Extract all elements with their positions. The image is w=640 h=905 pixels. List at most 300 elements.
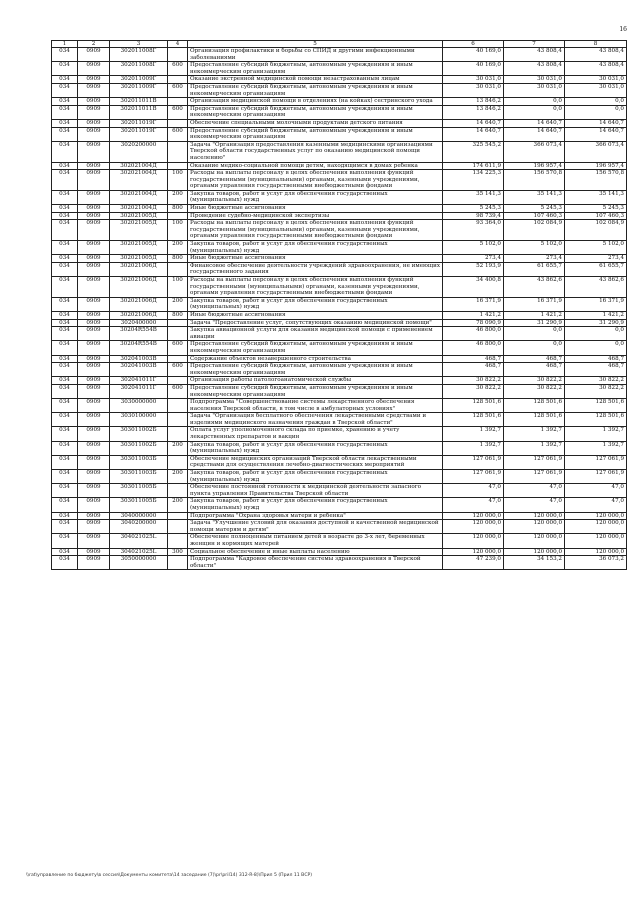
cell-year2: 16 371,9 — [504, 297, 565, 311]
cell-vr: 600 — [168, 363, 188, 377]
cell-rz: 0909 — [78, 76, 110, 84]
cell-csr: 303011003Б — [110, 455, 168, 469]
cell-year2: 30 031,0 — [504, 83, 565, 97]
cell-year2: 0,0 — [504, 327, 565, 341]
cell-rz: 0909 — [78, 399, 110, 413]
cell-year1: 1 421,2 — [443, 311, 504, 319]
cell-name: Подпрограмма "Совершенствование системы лекарственного обеспечения населения Тверской области, в том числе в амбулаторных условиях" — [188, 399, 443, 413]
cell-year1: 273,4 — [443, 255, 504, 263]
cell-year3: 1 421,2 — [565, 311, 627, 319]
table-row — [52, 62, 627, 76]
table-row — [52, 205, 627, 213]
table-row — [52, 377, 627, 385]
cell-year2: 43 808,4 — [504, 48, 565, 62]
cell-csr: 302021005Д — [110, 241, 168, 255]
table-row — [52, 341, 627, 355]
cell-ved: 034 — [52, 548, 78, 556]
cell-ved: 034 — [52, 455, 78, 469]
cell-vr — [168, 534, 188, 548]
cell-year2: 1 392,7 — [504, 427, 565, 441]
cell-ved: 034 — [52, 327, 78, 341]
cell-vr: 600 — [168, 341, 188, 355]
cell-ved: 034 — [52, 384, 78, 398]
cell-csr: 302021004Д — [110, 170, 168, 191]
cell-name: Предоставление субсидий бюджетным, автономным учреждениям и иным некоммерческим организациям — [188, 105, 443, 119]
cell-rz: 0909 — [78, 534, 110, 548]
cell-vr: 800 — [168, 205, 188, 213]
cell-vr — [168, 427, 188, 441]
cell-year3: 35 141,3 — [565, 190, 627, 204]
cell-year1: 47,0 — [443, 484, 504, 498]
cell-name: Оказание медико-социальной помощи детям, находящимся в домах ребенка — [188, 162, 443, 170]
cell-vr: 600 — [168, 62, 188, 76]
cell-vr — [168, 327, 188, 341]
cell-year1: 120 000,0 — [443, 520, 504, 534]
cell-ved: 034 — [52, 534, 78, 548]
cell-year1: 1 392,7 — [443, 441, 504, 455]
cell-year1: 93 364,0 — [443, 220, 504, 241]
cell-year2: 5 245,3 — [504, 205, 565, 213]
cell-vr: 200 — [168, 470, 188, 484]
cell-year3: 43 808,4 — [565, 62, 627, 76]
cell-rz: 0909 — [78, 455, 110, 469]
cell-year2: 34 153,2 — [504, 556, 565, 570]
cell-rz: 0909 — [78, 319, 110, 327]
cell-vr: 800 — [168, 255, 188, 263]
table-row — [52, 212, 627, 220]
cell-year2: 120 000,0 — [504, 520, 565, 534]
table-row — [52, 220, 627, 241]
cell-year1: 40 169,0 — [443, 48, 504, 62]
cell-ved: 034 — [52, 470, 78, 484]
table-row — [52, 355, 627, 363]
cell-csr: 302011011В — [110, 98, 168, 106]
cell-rz: 0909 — [78, 212, 110, 220]
cell-ved: 034 — [52, 127, 78, 141]
cell-year1: 34 400,8 — [443, 277, 504, 298]
cell-csr: 302011019Г — [110, 127, 168, 141]
cell-rz: 0909 — [78, 262, 110, 276]
cell-year3: 43 808,4 — [565, 48, 627, 62]
cell-name: Предоставление субсидий бюджетным, автономным учреждениям и иным некоммерческим организациям — [188, 341, 443, 355]
cell-csr: 302011008Г — [110, 48, 168, 62]
cell-name: Расходы на выплаты персоналу в целях обеспечения выполнения функций государственными (муниципальными) органами, казенными учреждениями, органами управления государственными внебюджетными фондами — [188, 220, 443, 241]
cell-year1: 14 640,7 — [443, 119, 504, 127]
cell-year2: 196 957,4 — [504, 162, 565, 170]
cell-year3: 30 822,2 — [565, 384, 627, 398]
cell-year2: 0,0 — [504, 105, 565, 119]
table-row — [52, 241, 627, 255]
cell-rz: 0909 — [78, 548, 110, 556]
cell-rz: 0909 — [78, 62, 110, 76]
cell-rz: 0909 — [78, 556, 110, 570]
cell-year3: 43 862,6 — [565, 277, 627, 298]
cell-year3: 120 000,0 — [565, 548, 627, 556]
cell-year2: 47,0 — [504, 498, 565, 512]
cell-rz: 0909 — [78, 327, 110, 341]
cell-rz: 0909 — [78, 413, 110, 427]
cell-year2: 30 031,0 — [504, 76, 565, 84]
cell-csr: 302021006Д — [110, 277, 168, 298]
cell-ved: 034 — [52, 119, 78, 127]
cell-name: Задача "Организация бесплатного обеспечения лекарственными средствами и изделиями медицинского назначения граждан в Тверской области" — [188, 413, 443, 427]
cell-name: Проведение судебно-медицинской экспертизы — [188, 212, 443, 220]
cell-rz: 0909 — [78, 520, 110, 534]
cell-year1: 30 031,0 — [443, 76, 504, 84]
cell-rz: 0909 — [78, 255, 110, 263]
cell-ved: 034 — [52, 363, 78, 377]
cell-vr: 200 — [168, 241, 188, 255]
cell-vr: 200 — [168, 190, 188, 204]
cell-vr: 800 — [168, 311, 188, 319]
cell-ved: 034 — [52, 556, 78, 570]
cell-year2: 43 808,4 — [504, 62, 565, 76]
table-row — [52, 384, 627, 398]
cell-name: Предоставление субсидий бюджетным, автономным учреждениям и иным некоммерческим организациям — [188, 127, 443, 141]
cell-year2: 61 655,7 — [504, 262, 565, 276]
cell-year2: 43 862,6 — [504, 277, 565, 298]
cell-name: Обеспечение постоянной готовности к медицинской деятельности запасного пункта управления Правительства Тверской области — [188, 484, 443, 498]
cell-year2: 1 421,2 — [504, 311, 565, 319]
table-row — [52, 48, 627, 62]
cell-csr: 302041003В — [110, 363, 168, 377]
cell-year2: 1 392,7 — [504, 441, 565, 455]
cell-ved: 034 — [52, 441, 78, 455]
table-row — [52, 413, 627, 427]
table-row — [52, 498, 627, 512]
table-row — [52, 319, 627, 327]
cell-year3: 156 570,8 — [565, 170, 627, 191]
cell-year3: 30 031,0 — [565, 83, 627, 97]
cell-rz: 0909 — [78, 277, 110, 298]
cell-vr — [168, 377, 188, 385]
cell-csr: 3050000000 — [110, 556, 168, 570]
cell-vr — [168, 262, 188, 276]
cell-vr: 600 — [168, 127, 188, 141]
cell-ved: 034 — [52, 319, 78, 327]
cell-year2: 30 822,2 — [504, 384, 565, 398]
cell-name: Задача "Улучшение условий для оказания доступной и качественной медицинской помощи матерям и детям" — [188, 520, 443, 534]
cell-ved: 034 — [52, 311, 78, 319]
cell-rz: 0909 — [78, 98, 110, 106]
cell-year1: 468,7 — [443, 363, 504, 377]
cell-year2: 47,0 — [504, 484, 565, 498]
cell-name: Оказание экстренной медицинской помощи незастрахованным лицам — [188, 76, 443, 84]
cell-ved: 034 — [52, 241, 78, 255]
cell-year3: 5 245,3 — [565, 205, 627, 213]
cell-year1: 30 822,2 — [443, 377, 504, 385]
table-row — [52, 363, 627, 377]
table-row — [52, 520, 627, 534]
cell-csr: 304021025L — [110, 548, 168, 556]
cell-csr: 302021005Д — [110, 255, 168, 263]
cell-rz: 0909 — [78, 119, 110, 127]
cell-name: Закупка авиационной услуги для оказания медицинской помощи с применением авиации — [188, 327, 443, 341]
cell-year3: 31 290,9 — [565, 319, 627, 327]
cell-csr: 302021005Д — [110, 220, 168, 241]
cell-csr: 302041003В — [110, 355, 168, 363]
cell-year2: 128 501,6 — [504, 413, 565, 427]
cell-year3: 47,0 — [565, 498, 627, 512]
cell-vr: 200 — [168, 441, 188, 455]
cell-rz: 0909 — [78, 498, 110, 512]
cell-name: Организация медицинской помощи в отделениях (на койках) сестринского ухода — [188, 98, 443, 106]
cell-name: Расходы на выплаты персоналу в целях обеспечения выполнения функций государственными (муниципальными) органами, казенными учреждениями, органами управления государственными внебюджетными фондами — [188, 277, 443, 298]
cell-year2: 0,0 — [504, 98, 565, 106]
cell-rz: 0909 — [78, 141, 110, 162]
header-col-3: 3 — [110, 41, 168, 48]
cell-rz: 0909 — [78, 162, 110, 170]
cell-year1: 13 846,2 — [443, 98, 504, 106]
cell-name: Закупка товаров, работ и услуг для обеспечения государственных (муниципальных) нужд — [188, 498, 443, 512]
cell-csr: 303011002Б — [110, 441, 168, 455]
cell-year3: 1 392,7 — [565, 441, 627, 455]
cell-ved: 034 — [52, 520, 78, 534]
cell-csr: 302011008Г — [110, 62, 168, 76]
cell-year1: 40 169,0 — [443, 62, 504, 76]
cell-name: Оплата услуг уполномоченного склада по приемке, хранению и учету лекарственных препаратов и вакцин — [188, 427, 443, 441]
cell-ved: 034 — [52, 105, 78, 119]
cell-vr: 100 — [168, 277, 188, 298]
cell-year1: 128 501,6 — [443, 399, 504, 413]
cell-year2: 156 570,8 — [504, 170, 565, 191]
header-col-6: 6 — [443, 41, 504, 48]
cell-csr: 302021006Д — [110, 297, 168, 311]
cell-year2: 120 000,0 — [504, 512, 565, 520]
table-row — [52, 399, 627, 413]
cell-vr — [168, 512, 188, 520]
cell-name: Закупка товаров, работ и услуг для обеспечения государственных (муниципальных) нужд — [188, 470, 443, 484]
cell-year2: 14 640,7 — [504, 119, 565, 127]
cell-ved: 034 — [52, 399, 78, 413]
cell-ved: 034 — [52, 512, 78, 520]
cell-year3: 196 957,4 — [565, 162, 627, 170]
table-row — [52, 127, 627, 141]
cell-name: Иные бюджетные ассигнования — [188, 205, 443, 213]
cell-ved: 034 — [52, 277, 78, 298]
cell-year3: 61 655,7 — [565, 262, 627, 276]
cell-year3: 14 640,7 — [565, 119, 627, 127]
table-row — [52, 277, 627, 298]
cell-year3: 107 460,3 — [565, 212, 627, 220]
table-row — [52, 262, 627, 276]
cell-year3: 120 000,0 — [565, 534, 627, 548]
cell-csr: 304021025L — [110, 534, 168, 548]
cell-year1: 78 090,9 — [443, 319, 504, 327]
header-col-1: 1 — [52, 41, 78, 48]
cell-name: Обеспечение полноценным питанием детей в возрасте до 3-х лет, беременных женщин и кормящих матерей — [188, 534, 443, 548]
cell-name: Задача "Предоставление услуг, сопутствующих оказанию медицинской помощи" — [188, 319, 443, 327]
table-row — [52, 455, 627, 469]
cell-year2: 107 460,3 — [504, 212, 565, 220]
cell-year3: 127 061,9 — [565, 455, 627, 469]
cell-csr: 302041011Г — [110, 377, 168, 385]
cell-vr: 600 — [168, 83, 188, 97]
cell-name: Обеспечение специальными молочными продуктами детского питания — [188, 119, 443, 127]
cell-rz: 0909 — [78, 363, 110, 377]
cell-rz: 0909 — [78, 170, 110, 191]
cell-csr: 302021006Д — [110, 262, 168, 276]
cell-name: Подпрограмма "Охрана здоровья матери и ребенка" — [188, 512, 443, 520]
cell-ved: 034 — [52, 498, 78, 512]
cell-year1: 13 846,2 — [443, 105, 504, 119]
cell-year1: 98 739,4 — [443, 212, 504, 220]
cell-year3: 5 102,0 — [565, 241, 627, 255]
table-row — [52, 512, 627, 520]
table-row — [52, 76, 627, 84]
cell-year1: 5 245,3 — [443, 205, 504, 213]
cell-csr: 302011009Г — [110, 83, 168, 97]
cell-year1: 468,7 — [443, 355, 504, 363]
table-body — [52, 41, 627, 570]
cell-year1: 52 193,9 — [443, 262, 504, 276]
cell-year2: 35 141,3 — [504, 190, 565, 204]
cell-name: Организация профилактики и борьбы со СПИД и другими инфекционными заболеваниями — [188, 48, 443, 62]
cell-year1: 120 000,0 — [443, 534, 504, 548]
cell-year3: 36 073,2 — [565, 556, 627, 570]
cell-name: Обеспечение медицинских организаций Тверской области лекарственными средствами для осуществления лечебно-диагностических мероприятий — [188, 455, 443, 469]
cell-vr — [168, 119, 188, 127]
cell-name: Иные бюджетные ассигнования — [188, 311, 443, 319]
cell-year3: 30 822,2 — [565, 377, 627, 385]
footer-file-path: \\rat\управление по бюджету\в сессия\Документы комитета\14 заседание (7)\pr\pril14) 312-R-8)\Прил 5 (Прил 11 ВСР) — [26, 873, 313, 878]
cell-year2: 0,0 — [504, 341, 565, 355]
cell-year1: 47,0 — [443, 498, 504, 512]
cell-name: Подпрограмма "Кадровое обеспечение системы здравоохранения в Тверской области" — [188, 556, 443, 570]
cell-name: Финансовое обеспечение деятельности учреждений здравоохранения, не имеющих государственного задания — [188, 262, 443, 276]
cell-rz: 0909 — [78, 470, 110, 484]
cell-year2: 128 501,6 — [504, 399, 565, 413]
table-row — [52, 534, 627, 548]
cell-csr: 303011005Б — [110, 498, 168, 512]
cell-name: Содержание объектов незавершенного строительства — [188, 355, 443, 363]
cell-ved: 034 — [52, 83, 78, 97]
cell-year1: 30 822,2 — [443, 384, 504, 398]
cell-year1: 174 611,9 — [443, 162, 504, 170]
cell-csr: 3030000000 — [110, 399, 168, 413]
table-row — [52, 327, 627, 341]
cell-csr: 302011011В — [110, 105, 168, 119]
cell-rz: 0909 — [78, 205, 110, 213]
table-row — [52, 190, 627, 204]
table-row — [52, 105, 627, 119]
cell-ved: 034 — [52, 212, 78, 220]
cell-name: Предоставление субсидий бюджетным, автономным учреждениям и иным некоммерческим организациям — [188, 363, 443, 377]
cell-csr: 302021004Д — [110, 162, 168, 170]
table-row — [52, 311, 627, 319]
table-row — [52, 484, 627, 498]
cell-vr: 100 — [168, 170, 188, 191]
cell-rz: 0909 — [78, 384, 110, 398]
header-col-2: 2 — [78, 41, 110, 48]
cell-csr: 30204R554В — [110, 327, 168, 341]
cell-year3: 273,4 — [565, 255, 627, 263]
cell-year2: 127 061,9 — [504, 470, 565, 484]
cell-csr: 303011003Б — [110, 470, 168, 484]
cell-year2: 5 102,0 — [504, 241, 565, 255]
cell-csr: 302011019Г — [110, 119, 168, 127]
cell-year1: 46 800,0 — [443, 341, 504, 355]
cell-rz: 0909 — [78, 127, 110, 141]
cell-ved: 034 — [52, 141, 78, 162]
cell-name: Расходы на выплаты персоналу в целях обеспечения выполнения функций государственными (муниципальными) органами, казенными учреждениями, органами управления государственными внебюджетными фондами — [188, 170, 443, 191]
cell-ved: 034 — [52, 170, 78, 191]
cell-rz: 0909 — [78, 355, 110, 363]
cell-year3: 468,7 — [565, 363, 627, 377]
cell-vr — [168, 413, 188, 427]
cell-vr: 100 — [168, 220, 188, 241]
cell-name: Закупка товаров, работ и услуг для обеспечения государственных (муниципальных) нужд — [188, 297, 443, 311]
cell-rz: 0909 — [78, 190, 110, 204]
cell-csr: 303011002Б — [110, 427, 168, 441]
header-col-7: 7 — [504, 41, 565, 48]
cell-vr: 300 — [168, 548, 188, 556]
cell-ved: 034 — [52, 427, 78, 441]
table-row — [52, 297, 627, 311]
page-number: 16 — [619, 26, 627, 33]
cell-year3: 47,0 — [565, 484, 627, 498]
cell-vr — [168, 48, 188, 62]
table-row — [52, 83, 627, 97]
cell-ved: 034 — [52, 255, 78, 263]
cell-ved: 034 — [52, 297, 78, 311]
cell-vr — [168, 484, 188, 498]
cell-rz: 0909 — [78, 341, 110, 355]
cell-vr — [168, 319, 188, 327]
cell-ved: 034 — [52, 262, 78, 276]
cell-name: Иные бюджетные ассигнования — [188, 255, 443, 263]
cell-year3: 120 000,0 — [565, 512, 627, 520]
cell-year3: 468,7 — [565, 355, 627, 363]
cell-name: Организация работы патологоанатомической службы — [188, 377, 443, 385]
cell-year1: 30 031,0 — [443, 83, 504, 97]
cell-year1: 127 061,9 — [443, 470, 504, 484]
cell-vr: 600 — [168, 105, 188, 119]
cell-year2: 31 290,9 — [504, 319, 565, 327]
cell-year2: 127 061,9 — [504, 455, 565, 469]
cell-year3: 366 073,4 — [565, 141, 627, 162]
cell-ved: 034 — [52, 377, 78, 385]
cell-name: Задача "Организация предоставления казенными медицинскими организациями Тверской области государственных услуг по оказанию медицинской помощи населению" — [188, 141, 443, 162]
cell-year1: 14 640,7 — [443, 127, 504, 141]
cell-vr: 600 — [168, 384, 188, 398]
cell-vr — [168, 399, 188, 413]
cell-year1: 46 800,0 — [443, 327, 504, 341]
cell-ved: 034 — [52, 355, 78, 363]
cell-name: Предоставление субсидий бюджетным, автономным учреждениям и иным некоммерческим организациям — [188, 62, 443, 76]
table-row — [52, 141, 627, 162]
cell-year3: 1 392,7 — [565, 427, 627, 441]
cell-rz: 0909 — [78, 220, 110, 241]
cell-year3: 127 061,9 — [565, 470, 627, 484]
table-row — [52, 98, 627, 106]
cell-ved: 034 — [52, 190, 78, 204]
cell-ved: 034 — [52, 341, 78, 355]
table-row — [52, 255, 627, 263]
cell-csr: 3040200000 — [110, 520, 168, 534]
cell-name: Закупка товаров, работ и услуг для обеспечения государственных (муниципальных) нужд — [188, 441, 443, 455]
cell-csr: 302021005Д — [110, 212, 168, 220]
cell-csr: 302021006Д — [110, 311, 168, 319]
cell-rz: 0909 — [78, 441, 110, 455]
cell-csr: 3040000000 — [110, 512, 168, 520]
cell-vr — [168, 520, 188, 534]
cell-vr: 200 — [168, 297, 188, 311]
cell-csr: 3020200000 — [110, 141, 168, 162]
cell-year3: 120 000,0 — [565, 520, 627, 534]
cell-year3: 0,0 — [565, 341, 627, 355]
cell-rz: 0909 — [78, 512, 110, 520]
